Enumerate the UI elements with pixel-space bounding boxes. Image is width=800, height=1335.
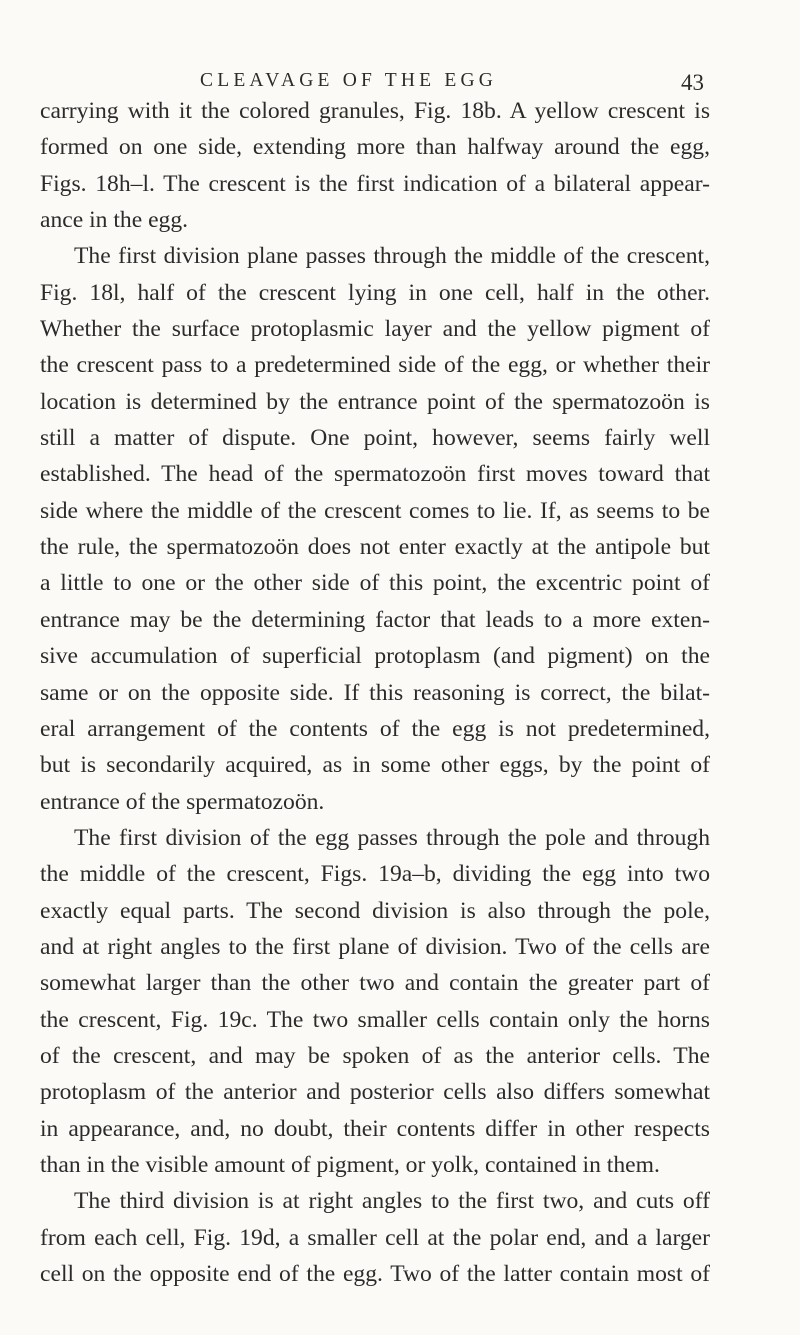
text-line: established. The head of the spermatozoön first moves toward that xyxy=(40,461,710,488)
text-line: somewhat larger than the other two and contain the greater part of xyxy=(40,970,710,997)
text-line: and at right angles to the first plane of division. Two of the cells are xyxy=(40,933,710,960)
text-line: same or on the opposite side. If this reasoning is correct, the bilat- xyxy=(40,679,710,706)
text-line: than in the visible amount of pigment, or yolk, contained in them. xyxy=(40,1151,660,1178)
text-line: entrance of the spermatozoön. xyxy=(40,788,325,815)
text-line: ance in the egg. xyxy=(40,207,189,234)
text-line: The first division plane passes through the middle of the crescent, xyxy=(74,243,710,270)
text-line: carrying with it the colored granules, Fig. 18b. A yellow crescent is xyxy=(40,98,710,124)
text-line: entrance may be the determining factor that leads to a more exten- xyxy=(40,606,710,633)
text-line: location is determined by the entrance point of the spermatozoön is xyxy=(40,388,710,415)
page-number: 43 xyxy=(681,70,704,95)
text-line: side where the middle of the crescent comes to lie. If, as seems to be xyxy=(40,497,710,524)
text-line: the crescent, Fig. 19c. The two smaller cells contain only the horns xyxy=(40,1006,710,1033)
text-line: Whether the surface protoplasmic layer and the yellow pigment of xyxy=(40,316,710,343)
body-text xyxy=(40,93,710,1292)
text-line: eral arrangement of the contents of the egg is not predetermined, xyxy=(40,715,710,742)
text-line: protoplasm of the anterior and posterior cells also differs somewhat xyxy=(40,1079,710,1106)
text-line: the rule, the spermatozoön does not enter exactly at the antipole but xyxy=(40,534,710,561)
text-line: Fig. 18l, half of the crescent lying in one cell, half in the other. xyxy=(40,279,710,306)
text-line: exactly equal parts. The second division is also through the pole, xyxy=(40,897,710,924)
text-line: The first division of the egg passes through the pole and through xyxy=(74,824,710,851)
text-line: the middle of the crescent, Figs. 19a–b, dividing the egg into two xyxy=(40,861,710,888)
running-title: CLEAVAGE OF THE EGG xyxy=(200,70,498,91)
text-line: the crescent pass to a predetermined side of the egg, or whether their xyxy=(40,352,710,379)
text-line: in appearance, and, no doubt, their contents differ in other respects xyxy=(40,1115,710,1142)
text-line: cell on the opposite end of the egg. Two of the latter contain most of xyxy=(40,1261,710,1287)
text-line: Figs. 18h–l. The crescent is the first indication of a bilateral appear- xyxy=(40,170,710,197)
text-line: of the crescent, and may be spoken of as the anterior cells. The xyxy=(40,1042,710,1069)
text-line: formed on one side, extending more than halfway around the egg, xyxy=(40,134,710,161)
text-line: but is secondarily acquired, as in some other eggs, by the point of xyxy=(40,752,710,779)
text-line: a little to one or the other side of this point, the excentric point of xyxy=(40,570,710,597)
text-line: The third division is at right angles to the first two, and cuts off xyxy=(74,1188,710,1215)
text-line: from each cell, Fig. 19d, a smaller cell at the polar end, and a larger xyxy=(40,1224,710,1251)
text-line: still a matter of dispute. One point, however, seems fairly well xyxy=(40,425,710,452)
text-line: sive accumulation of superficial protoplasm (and pigment) on the xyxy=(40,643,710,670)
